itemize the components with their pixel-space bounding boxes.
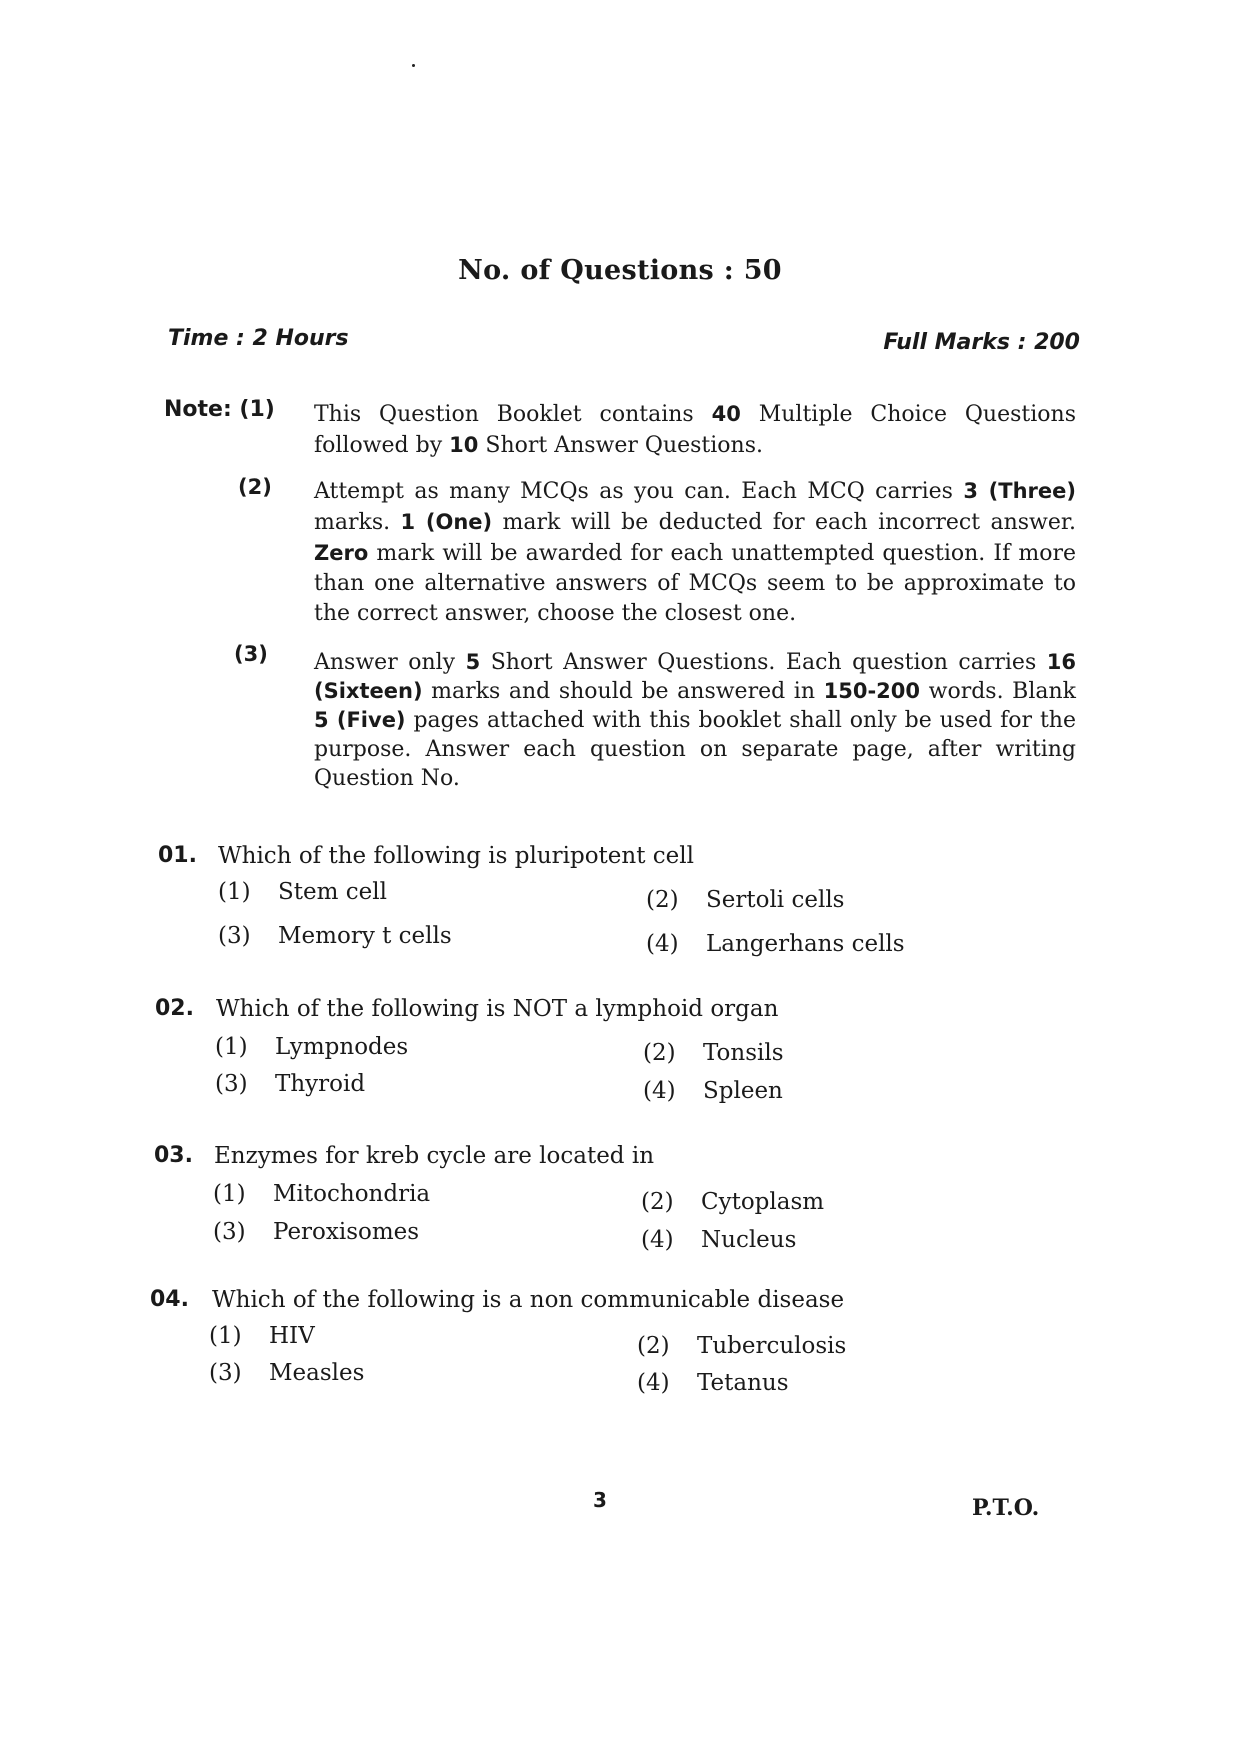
note-emphasis: Zero: [314, 541, 369, 565]
question-text: Enzymes for kreb cycle are located in: [214, 1143, 655, 1169]
question-number: 03.: [154, 1143, 193, 1168]
option-text: Spleen: [703, 1078, 783, 1104]
option-text: Langerhans cells: [706, 931, 905, 957]
option-2: [637, 1333, 846, 1359]
time-allowed: Time : 2 Hours: [168, 326, 349, 351]
note-text-1: [314, 399, 1076, 461]
option-3: [218, 923, 452, 949]
question-number: 02.: [155, 996, 194, 1021]
option-number: (3): [213, 1219, 246, 1245]
option-text: Measles: [269, 1360, 365, 1386]
option-number: (3): [209, 1360, 242, 1386]
note-run: marks.: [314, 510, 401, 535]
option-text: Mitochondria: [273, 1181, 431, 1207]
option-number: (2): [641, 1189, 674, 1215]
note-emphasis: 5 (Five): [314, 708, 406, 732]
option-number: (1): [209, 1323, 242, 1349]
note-label: Note: (1): [164, 397, 275, 422]
note-text-2: [314, 476, 1076, 629]
note-run: Short Answer Questions. Each question carries: [480, 650, 1047, 675]
option-text: Cytoplasm: [701, 1189, 825, 1215]
option-text: HIV: [269, 1323, 315, 1349]
option-text: Memory t cells: [278, 923, 452, 949]
option-text: Sertoli cells: [706, 887, 845, 913]
option-4: [641, 1227, 796, 1253]
option-text: Tetanus: [697, 1370, 789, 1396]
option-number: (3): [218, 923, 251, 949]
option-1: [215, 1034, 408, 1060]
note-emphasis: 10: [449, 433, 479, 457]
option-2: [641, 1189, 824, 1215]
option-1: [209, 1323, 315, 1349]
note-run: mark will be deducted for each incorrect answer.: [492, 510, 1076, 535]
note-emphasis: 3 (Three): [963, 479, 1076, 503]
note-run: Attempt as many MCQs as you can. Each MCQ carries: [314, 479, 964, 504]
option-4: [646, 931, 905, 957]
note-run: mark will be awarded for each unattempted question. If more than one alternative answers of MCQs seem to be approximate to the correct answer, choose the closest one.: [314, 541, 1076, 626]
full-marks: Full Marks : 200: [883, 330, 1080, 355]
page-number: 3: [593, 1488, 607, 1512]
option-number: (1): [218, 879, 251, 905]
option-number: (3): [215, 1071, 248, 1097]
option-4: [637, 1370, 789, 1396]
question-text: Which of the following is NOT a lymphoid organ: [216, 996, 779, 1022]
note-run: Answer only: [314, 650, 466, 675]
note-emphasis: 1 (One): [400, 510, 493, 534]
stray-ink-mark: [412, 64, 415, 67]
note-emphasis: 16 (Sixteen): [314, 650, 1076, 703]
option-text: Tuberculosis: [697, 1333, 847, 1359]
option-number: (1): [215, 1034, 248, 1060]
option-number: (2): [643, 1040, 676, 1066]
note-emphasis: 40: [711, 402, 741, 426]
note-text-3: [314, 648, 1076, 793]
option-text: Lympnodes: [275, 1034, 409, 1060]
option-number: (2): [637, 1333, 670, 1359]
option-number: (4): [637, 1370, 670, 1396]
note-emphasis: 5: [465, 650, 481, 674]
option-text: Nucleus: [701, 1227, 797, 1253]
option-3: [213, 1219, 419, 1245]
note-run: Multiple Choice Questions followed by: [314, 402, 1076, 458]
note-number-3: (3): [234, 642, 268, 666]
option-1: [218, 879, 387, 905]
note-run: marks and should be answered in: [422, 679, 824, 704]
note-emphasis: 150-200: [823, 679, 921, 703]
option-text: Stem cell: [278, 879, 387, 905]
question-number: 04.: [150, 1287, 189, 1312]
option-number: (4): [646, 931, 679, 957]
option-number: (4): [641, 1227, 674, 1253]
option-text: Tonsils: [703, 1040, 784, 1066]
option-2: [646, 887, 844, 913]
option-number: (1): [213, 1181, 246, 1207]
option-4: [643, 1078, 783, 1104]
note-number-2: (2): [238, 475, 272, 499]
option-2: [643, 1040, 784, 1066]
option-3: [215, 1071, 365, 1097]
option-3: [209, 1360, 364, 1386]
option-text: Peroxisomes: [273, 1219, 420, 1245]
question-text: Which of the following is pluripotent cell: [218, 843, 694, 869]
option-number: (2): [646, 887, 679, 913]
option-1: [213, 1181, 430, 1207]
option-text: Thyroid: [275, 1071, 366, 1097]
note-run: pages attached with this booklet shall only be used for the purpose. Answer each question on separate page, after writing Question No.: [314, 708, 1076, 791]
question-number: 01.: [158, 843, 197, 868]
please-turn-over: P.T.O.: [972, 1495, 1040, 1521]
note-run: Short Answer Questions.: [478, 433, 763, 458]
page-title: No. of Questions : 50: [458, 255, 782, 286]
note-run: words. Blank: [920, 679, 1077, 704]
question-text: Which of the following is a non communicable disease: [212, 1287, 845, 1313]
option-number: (4): [643, 1078, 676, 1104]
note-run: This Question Booklet contains: [314, 402, 712, 427]
